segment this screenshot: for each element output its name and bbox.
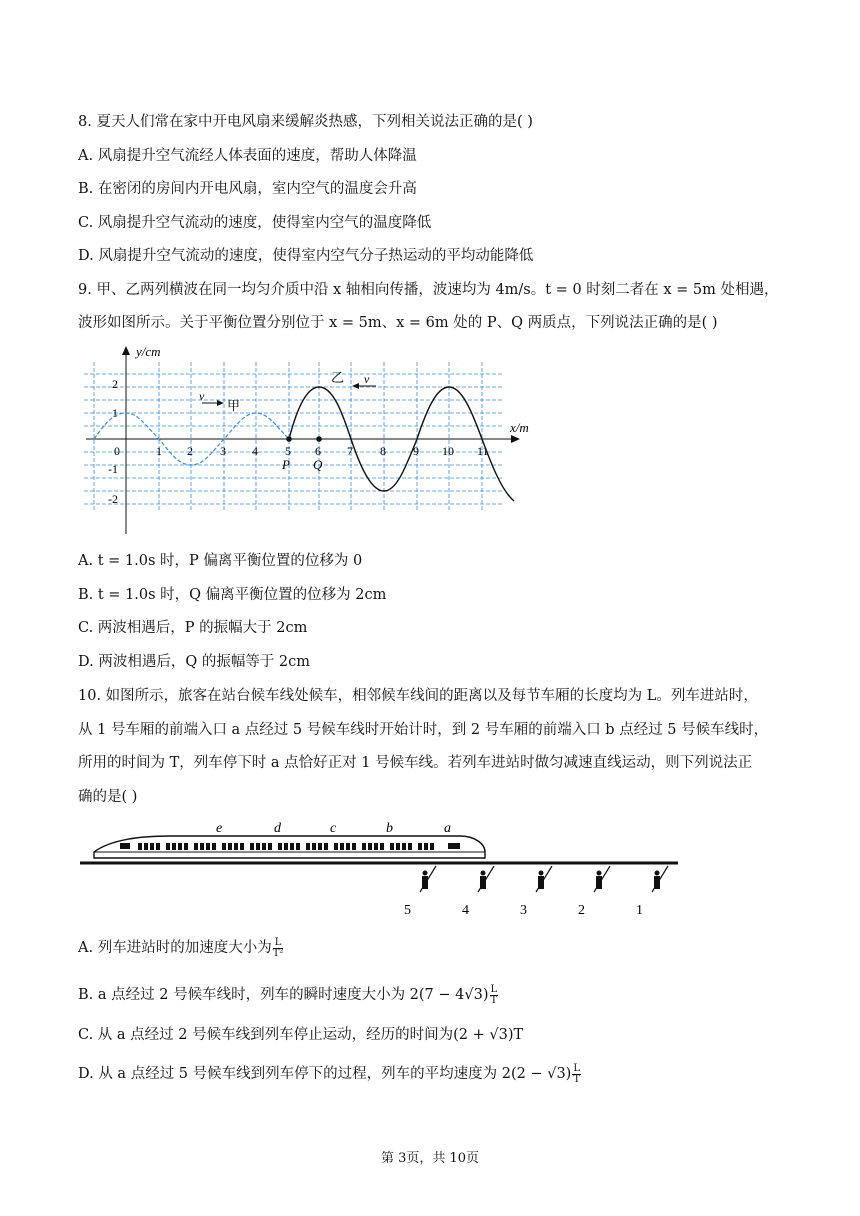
x-tick-8: 8 <box>380 444 386 458</box>
fraction-denominator: T <box>573 1073 580 1085</box>
jia-label: 甲 <box>227 398 241 413</box>
q9-stem-line1: 9. 甲、乙两列横波在同一均匀介质中沿 x 轴相向传播，波速均为 4m/s。t = 0 时刻二者在 x = 5m 处相遇， <box>78 282 779 298</box>
x-tick-1: 1 <box>156 444 162 458</box>
x-tick-3: 3 <box>220 444 226 458</box>
line-label-4: 4 <box>462 903 469 918</box>
q10-option-d-fraction <box>572 1064 581 1085</box>
x-tick-7: 7 <box>347 444 353 458</box>
q10-option-d-text: D. 从 a 点经过 5 号候车线到列车停下的过程，列车的平均速度为 2(2 − √3) <box>78 1066 572 1082</box>
grid-lines <box>84 362 504 512</box>
fraction-numerator: L <box>573 1062 580 1074</box>
wave-graph <box>84 342 529 540</box>
q9-option-d: D. 两波相遇后，Q 的振幅等于 2cm <box>78 654 311 670</box>
y-axis-label: y/cm <box>136 344 161 359</box>
q10-option-a-text: A. 列车进站时的加速度大小为 <box>78 940 272 956</box>
q10-option-b-text: B. a 点经过 2 号候车线时，列车的瞬时速度大小为 2(7 − 4√3) <box>78 987 489 1003</box>
train-point-d: d <box>274 821 281 836</box>
x-tick-5: 5 <box>285 444 291 458</box>
line-label-2: 2 <box>578 903 585 918</box>
y-tick-neg2: -2 <box>108 492 118 506</box>
x-axis-label: x/m <box>510 420 529 435</box>
q8-option-c: C. 风扇提升空气流动的速度，使得室内空气的温度降低 <box>78 215 432 231</box>
q9-option-c: C. 两波相遇后，P 的振幅大于 2cm <box>78 620 308 636</box>
x-tick-2: 2 <box>187 444 193 458</box>
train-point-c: c <box>330 821 337 836</box>
q10-option-b-fraction <box>490 985 499 1006</box>
fraction-numerator: L <box>273 938 284 949</box>
train-point-a: a <box>444 821 451 836</box>
y-axis-arrow <box>122 346 130 355</box>
yi-v-label: v <box>364 372 370 386</box>
jia-v-label: v <box>199 389 205 403</box>
line-label-5: 5 <box>404 903 411 918</box>
q10-option-b <box>78 984 499 1006</box>
train-figure <box>80 816 680 920</box>
q9-option-a: A. t = 1.0s 时，P 偏离平衡位置的位移为 0 <box>78 553 363 569</box>
point-p-label: P <box>282 457 290 472</box>
x-tick-6: 6 <box>315 444 321 458</box>
fraction-denominator: T² <box>272 947 284 959</box>
q10-stem-line1: 10. 如图所示，旅客在站台候车线处候车，相邻候车线间的距离以及每节车厢的长度均为 L。列车进站时， <box>78 688 758 704</box>
q10-stem-line3: 所用的时间为 T，列车停下时 a 点恰好正对 1 号候车线。若列车进站时做匀减速直线运动，则下列说法正 <box>78 755 753 771</box>
q10-option-a <box>78 937 284 959</box>
passengers <box>422 871 660 890</box>
train-point-b: b <box>386 821 393 836</box>
q10-option-d <box>78 1063 582 1085</box>
q8-option-a: A. 风扇提升空气流经人体表面的速度，帮助人体降温 <box>78 148 417 164</box>
point-q-label: Q <box>313 457 323 472</box>
x-tick-11: 11 <box>477 444 489 458</box>
point-p-marker <box>286 436 292 442</box>
y-tick-2: 2 <box>112 377 118 391</box>
fraction-numerator: L <box>490 983 498 995</box>
train-point-e: e <box>216 821 223 836</box>
q10-option-a-fraction <box>273 938 284 959</box>
x-tick-4: 4 <box>252 444 258 458</box>
q8-option-b: B. 在密闭的房间内开电风扇，室内空气的温度会升高 <box>78 181 417 197</box>
q10-stem-line2: 从 1 号车厢的前端入口 a 点经过 5 号候车线时开始计时，到 2 号车厢的前端入口 b 点经过 5 号候车线时， <box>78 722 769 738</box>
fraction-denominator: T <box>490 994 498 1006</box>
line-label-1: 1 <box>636 903 643 918</box>
q9-stem-line2: 波形如图所示。关于平衡位置分别位于 x = 5m、x = 6m 处的 P、Q 两质点，下列说法正确的是( ) <box>78 315 718 331</box>
x-tick-10: 10 <box>442 444 454 458</box>
x-tick-9: 9 <box>413 444 419 458</box>
y-tick-neg1: -1 <box>108 462 118 476</box>
yi-label: 乙 <box>331 370 345 385</box>
x-axis-arrow <box>511 435 520 443</box>
q10-stem-line4: 确的是( ) <box>78 789 138 805</box>
x-tick-0: 0 <box>114 444 120 458</box>
page-footer: 第 3页，共 10页 <box>380 1151 480 1166</box>
q8-option-d: D. 风扇提升空气流动的速度，使得室内空气分子热运动的平均动能降低 <box>78 248 534 264</box>
point-q-marker <box>316 436 322 442</box>
q9-option-b: B. t = 1.0s 时，Q 偏离平衡位置的位移为 2cm <box>78 587 387 603</box>
q10-option-c: C. 从 a 点经过 2 号候车线到列车停止运动，经历的时间为(2 + √3)T <box>78 1027 524 1043</box>
line-label-3: 3 <box>520 903 527 918</box>
y-tick-1: 1 <box>112 406 118 420</box>
q8-stem: 8. 夏天人们常在家中开电风扇来缓解炎热感，下列相关说法正确的是( ) <box>78 114 533 130</box>
